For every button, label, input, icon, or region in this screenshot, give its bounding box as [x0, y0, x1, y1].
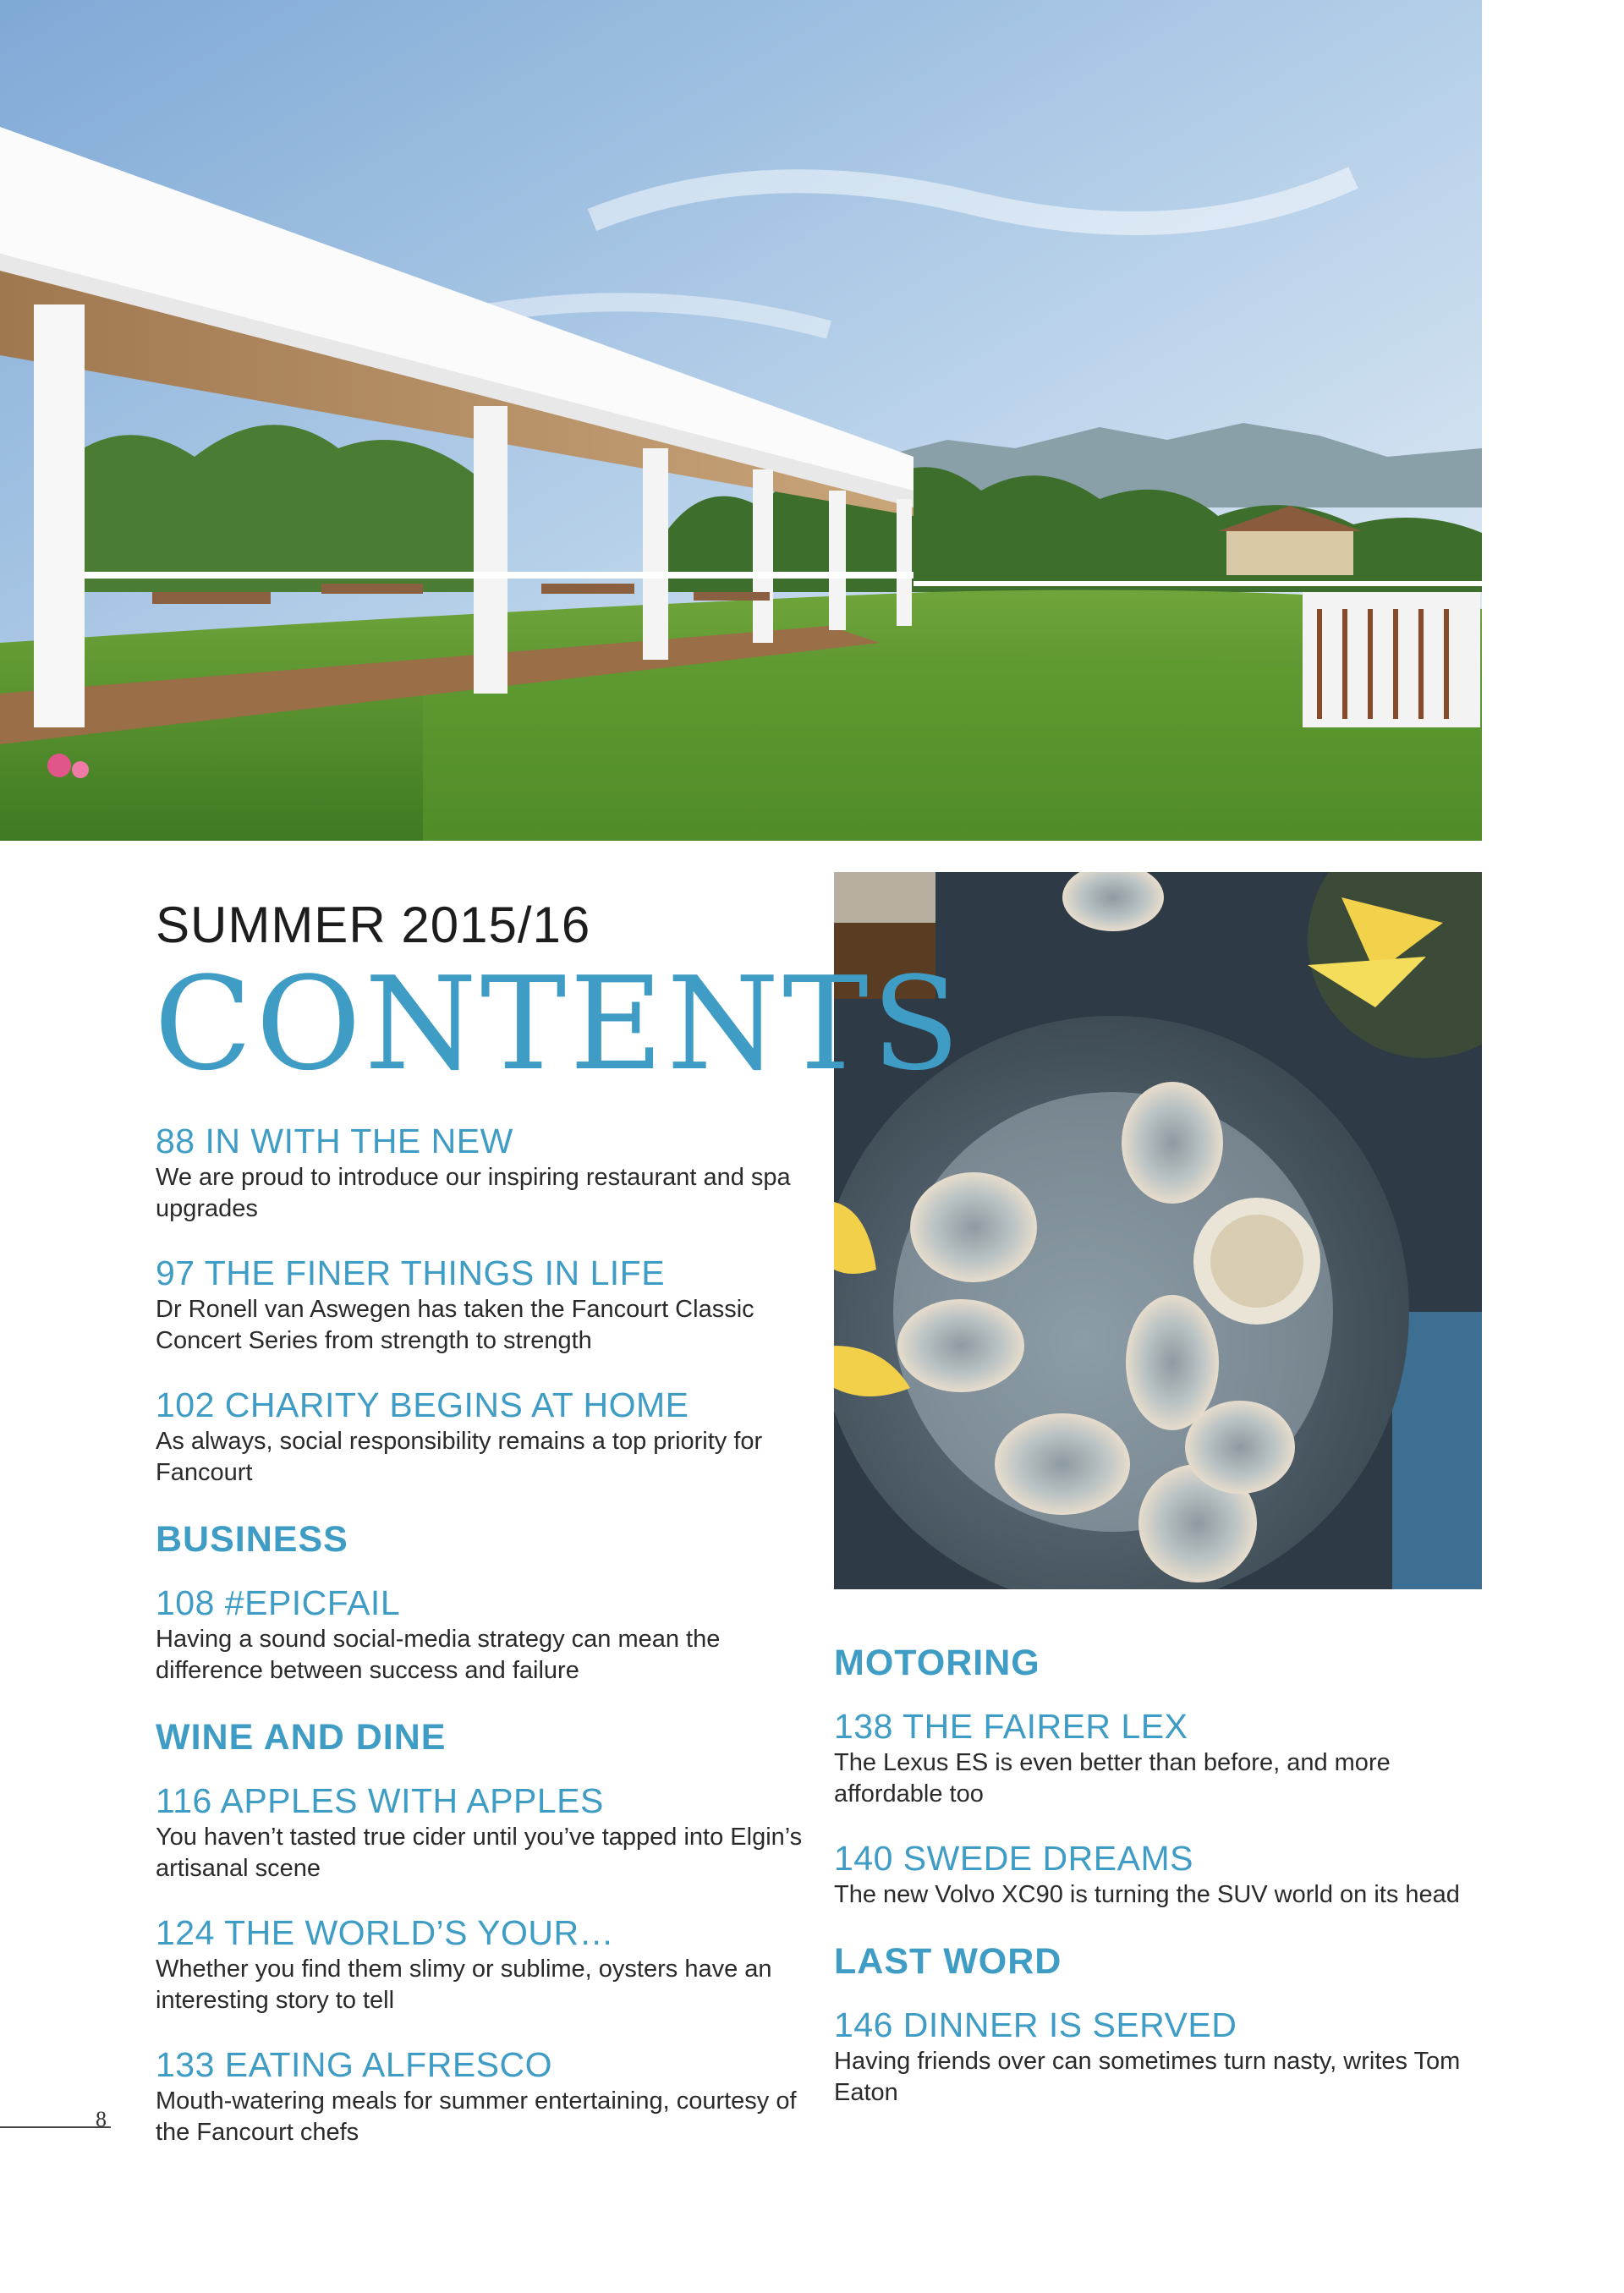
contents-item[interactable] [156, 1781, 815, 1884]
contents-item[interactable] [834, 1707, 1494, 1810]
item-description: As always, social responsibility remains a top priority for Fancourt [156, 1428, 763, 1486]
item-description: The Lexus ES is even better than before, and more affordable too [834, 1749, 1391, 1808]
section-heading-motoring: MOTORING [834, 1643, 1040, 1683]
item-description: We are proud to introduce our inspiring restaurant and spa upgrades [156, 1164, 791, 1222]
contents-item[interactable] [156, 1385, 815, 1489]
item-heading: 97 THE FINER THINGS IN LIFE [156, 1253, 666, 1292]
item-description: Dr Ronell van Aswegen has taken the Fancourt Classic Concert Series from strength to strength [156, 1296, 754, 1354]
season-label: SUMMER [156, 897, 387, 953]
contents-item[interactable] [156, 1253, 815, 1357]
issue-season [156, 895, 590, 956]
page-title: CONTENTS [154, 949, 963, 1099]
item-heading: 138 THE FAIRER LEX [834, 1707, 1188, 1746]
contents-item[interactable] [834, 1839, 1494, 1911]
item-heading: 140 SWEDE DREAMS [834, 1839, 1193, 1878]
section-heading-wine-and-dine: WINE AND DINE [156, 1717, 447, 1758]
item-heading: 124 THE WORLD’S YOUR… [156, 1913, 615, 1952]
item-heading: 108 #EPICFAIL [156, 1583, 401, 1622]
item-heading: 116 APPLES WITH APPLES [156, 1781, 604, 1820]
item-description: Mouth-watering meals for summer entertaining, courtesy of the Fancourt chefs [156, 2087, 797, 2146]
contents-item[interactable] [156, 1583, 815, 1687]
season-year: 2015/16 [401, 897, 591, 953]
item-description: You haven’t tasted true cider until you’ve tapped into Elgin’s artisanal scene [156, 1824, 803, 1882]
item-heading: 88 IN WITH THE NEW [156, 1122, 513, 1160]
item-description: Whether you find them slimy or sublime, oysters have an interesting story to tell [156, 1956, 772, 2014]
contents-item[interactable] [156, 1122, 815, 1225]
item-heading: 102 CHARITY BEGINS AT HOME [156, 1385, 689, 1424]
contents-item[interactable] [156, 2045, 815, 2148]
contents-item[interactable] [834, 2005, 1494, 2109]
folio-rule [0, 2126, 111, 2128]
section-heading-last-word: LAST WORD [834, 1941, 1062, 1982]
item-heading: 133 EATING ALFRESCO [156, 2045, 553, 2084]
contents-item[interactable] [156, 1913, 815, 2016]
section-heading-business: BUSINESS [156, 1519, 348, 1560]
item-description: The new Volvo XC90 is turning the SUV world on its head [834, 1881, 1460, 1908]
item-description: Having friends over can sometimes turn nasty, writes Tom Eaton [834, 2048, 1461, 2106]
item-heading: 146 DINNER IS SERVED [834, 2005, 1237, 2044]
contents-left-column [156, 1122, 815, 2177]
page-number: 8 [96, 2107, 107, 2131]
contents-right-column [834, 1641, 1494, 2137]
item-description: Having a sound social-media strategy can mean the difference between success and failure [156, 1626, 721, 1684]
hero-photo-veranda [0, 0, 1482, 841]
